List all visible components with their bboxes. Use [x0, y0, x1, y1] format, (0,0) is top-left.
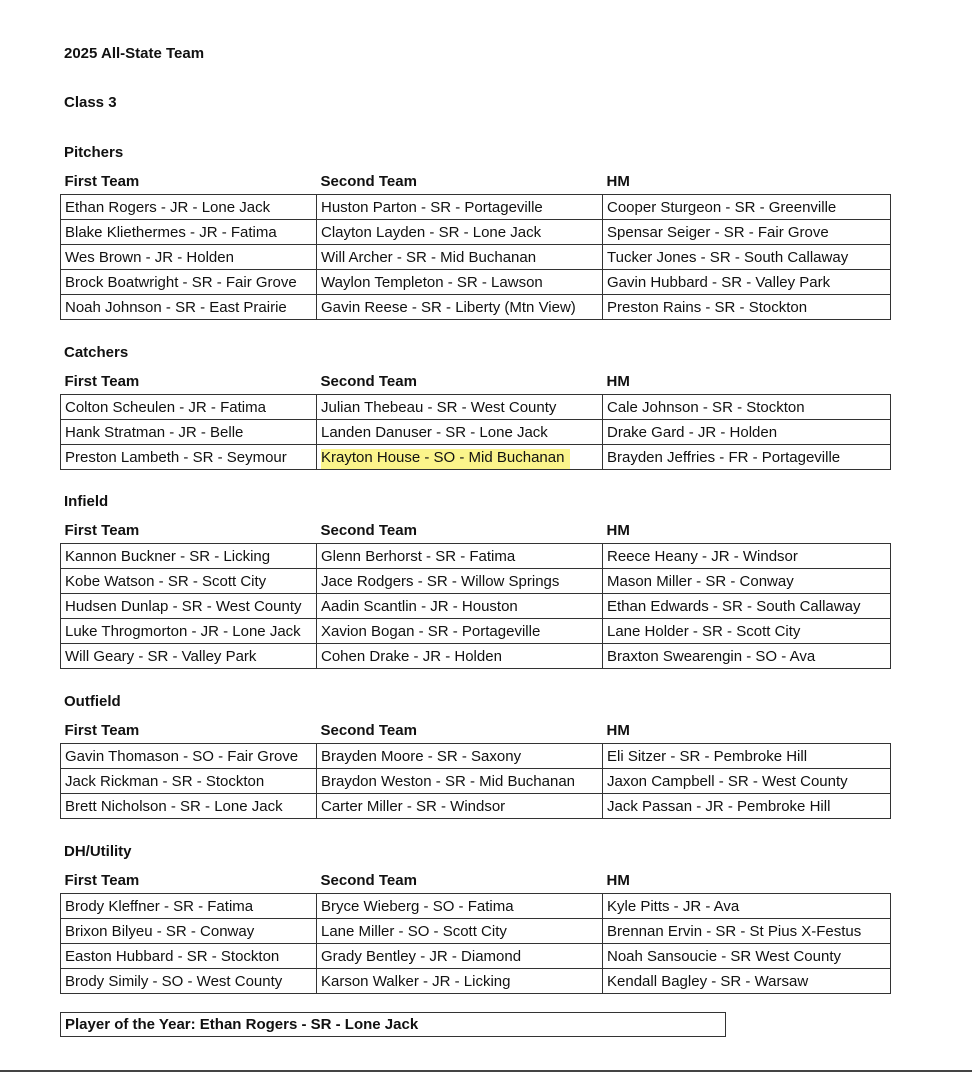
column-header: HM: [606, 173, 630, 190]
player-cell: Clayton Layden - SR - Lone Jack: [317, 220, 603, 245]
player-cell: Bryce Wieberg - SO - Fatima: [317, 894, 603, 919]
player-cell: Carter Miller - SR - Windsor: [317, 794, 603, 819]
player-cell: Cooper Sturgeon - SR - Greenville: [603, 195, 891, 220]
player-cell: Grady Bentley - JR - Diamond: [317, 944, 603, 969]
table-row: [61, 295, 891, 320]
column-header: HM: [606, 872, 630, 889]
player-cell: Drake Gard - JR - Holden: [603, 420, 891, 445]
player-cell: Brennan Ervin - SR - St Pius X-Festus: [603, 919, 891, 944]
player-cell: Brody Kleffner - SR - Fatima: [61, 894, 317, 919]
roster-table: [60, 518, 891, 669]
table-row: [61, 969, 891, 994]
player-cell: Aadin Scantlin - JR - Houston: [317, 594, 603, 619]
document-title: 2025 All-State Team: [64, 45, 205, 62]
table-row: [61, 894, 891, 919]
player-cell: Julian Thebeau - SR - West County: [317, 395, 603, 420]
player-cell: Cohen Drake - JR - Holden: [317, 644, 603, 669]
player-cell: Wes Brown - JR - Holden: [61, 245, 317, 270]
section-infield: [60, 493, 890, 669]
player-cell: Landen Danuser - SR - Lone Jack: [317, 420, 603, 445]
player-cell: Brayden Jeffries - FR - Portageville: [603, 445, 891, 470]
section-label: Infield: [64, 493, 109, 510]
column-header: First Team: [64, 373, 140, 390]
table-row: [61, 420, 891, 445]
player-cell: Will Geary - SR - Valley Park: [61, 644, 317, 669]
player-cell: Hank Stratman - JR - Belle: [61, 420, 317, 445]
player-cell: Brock Boatwright - SR - Fair Grove: [61, 270, 317, 295]
column-header: Second Team: [320, 173, 417, 190]
player-cell: Preston Lambeth - SR - Seymour: [61, 445, 317, 470]
column-header: Second Team: [320, 522, 417, 539]
roster-table: [60, 369, 891, 470]
player-cell: Lane Miller - SO - Scott City: [317, 919, 603, 944]
player-cell: Brixon Bilyeu - SR - Conway: [61, 919, 317, 944]
column-header: Second Team: [320, 722, 417, 739]
table-row: [61, 195, 891, 220]
table-row: [61, 794, 891, 819]
player-cell: Brody Simily - SO - West County: [61, 969, 317, 994]
player-cell: Braydon Weston - SR - Mid Buchanan: [317, 769, 603, 794]
player-cell: Kyle Pitts - JR - Ava: [603, 894, 891, 919]
player-cell: Eli Sitzer - SR - Pembroke Hill: [603, 744, 891, 769]
player-cell: Braxton Swearengin - SO - Ava: [603, 644, 891, 669]
player-cell: Glenn Berhorst - SR - Fatima: [317, 544, 603, 569]
player-cell: Jack Passan - JR - Pembroke Hill: [603, 794, 891, 819]
column-header: First Team: [64, 872, 140, 889]
table-row: [61, 944, 891, 969]
column-header: HM: [606, 522, 630, 539]
roster-table: [60, 169, 891, 320]
page-bottom-divider: [0, 1070, 972, 1072]
player-cell: Jace Rodgers - SR - Willow Springs: [317, 569, 603, 594]
player-cell: Gavin Reese - SR - Liberty (Mtn View): [317, 295, 603, 320]
section-label: DH/Utility: [64, 843, 132, 860]
player-cell: Spensar Seiger - SR - Fair Grove: [603, 220, 891, 245]
table-header-row: [61, 718, 891, 744]
player-cell: Colton Scheulen - JR - Fatima: [61, 395, 317, 420]
player-cell: Gavin Thomason - SO - Fair Grove: [61, 744, 317, 769]
section-pitchers: [60, 144, 890, 320]
roster-table: [60, 868, 891, 994]
player-cell: Easton Hubbard - SR - Stockton: [61, 944, 317, 969]
player-cell: Luke Throgmorton - JR - Lone Jack: [61, 619, 317, 644]
player-cell: Reece Heany - JR - Windsor: [603, 544, 891, 569]
player-of-the-year: Player of the Year: Ethan Rogers - SR - Lone Jack: [60, 1012, 726, 1037]
section-outfield: [60, 693, 890, 819]
table-row: [61, 270, 891, 295]
table-row: [61, 619, 891, 644]
player-cell: Cale Johnson - SR - Stockton: [603, 395, 891, 420]
player-cell: Brayden Moore - SR - Saxony: [317, 744, 603, 769]
column-header: HM: [606, 722, 630, 739]
table-header-row: [61, 518, 891, 544]
table-row: [61, 569, 891, 594]
column-header: HM: [606, 373, 630, 390]
column-header: Second Team: [320, 872, 417, 889]
section-dh-utility: [60, 843, 890, 994]
player-cell: Will Archer - SR - Mid Buchanan: [317, 245, 603, 270]
player-cell: Jaxon Campbell - SR - West County: [603, 769, 891, 794]
column-header: Second Team: [320, 373, 417, 390]
player-cell: Kannon Buckner - SR - Licking: [61, 544, 317, 569]
player-cell: Waylon Templeton - SR - Lawson: [317, 270, 603, 295]
table-row: [61, 594, 891, 619]
column-header: First Team: [64, 722, 140, 739]
player-cell: Mason Miller - SR - Conway: [603, 569, 891, 594]
table-row: [61, 644, 891, 669]
player-cell: Noah Johnson - SR - East Prairie: [61, 295, 317, 320]
section-catchers: [60, 344, 890, 470]
table-row: [61, 919, 891, 944]
player-cell: Preston Rains - SR - Stockton: [603, 295, 891, 320]
player-cell: Ethan Rogers - JR - Lone Jack: [61, 195, 317, 220]
player-cell: Ethan Edwards - SR - South Callaway: [603, 594, 891, 619]
player-cell: Huston Parton - SR - Portageville: [317, 195, 603, 220]
column-header: First Team: [64, 173, 140, 190]
player-cell: Xavion Bogan - SR - Portageville: [317, 619, 603, 644]
player-cell: Blake Kliethermes - JR - Fatima: [61, 220, 317, 245]
highlighted-text: Krayton House - SO - Mid Buchanan: [321, 449, 570, 469]
player-cell: Gavin Hubbard - SR - Valley Park: [603, 270, 891, 295]
player-cell: Jack Rickman - SR - Stockton: [61, 769, 317, 794]
player-cell: Kendall Bagley - SR - Warsaw: [603, 969, 891, 994]
table-row: [61, 544, 891, 569]
table-row: [61, 769, 891, 794]
player-cell: Hudsen Dunlap - SR - West County: [61, 594, 317, 619]
player-cell: Karson Walker - JR - Licking: [317, 969, 603, 994]
table-row: [61, 445, 891, 470]
table-header-row: [61, 868, 891, 894]
table-header-row: [61, 169, 891, 195]
table-row: [61, 395, 891, 420]
player-cell: Lane Holder - SR - Scott City: [603, 619, 891, 644]
section-label: Outfield: [64, 693, 121, 710]
table-header-row: [61, 369, 891, 395]
table-row: [61, 744, 891, 769]
player-cell: Brett Nicholson - SR - Lone Jack: [61, 794, 317, 819]
table-row: [61, 220, 891, 245]
player-cell: Noah Sansoucie - SR West County: [603, 944, 891, 969]
class-label: Class 3: [64, 94, 117, 111]
roster-table: [60, 718, 891, 819]
player-cell: Tucker Jones - SR - South Callaway: [603, 245, 891, 270]
player-cell: Kobe Watson - SR - Scott City: [61, 569, 317, 594]
section-label: Catchers: [64, 344, 129, 361]
table-row: [61, 245, 891, 270]
section-label: Pitchers: [64, 144, 124, 161]
column-header: First Team: [64, 522, 140, 539]
player-cell: [317, 445, 603, 470]
